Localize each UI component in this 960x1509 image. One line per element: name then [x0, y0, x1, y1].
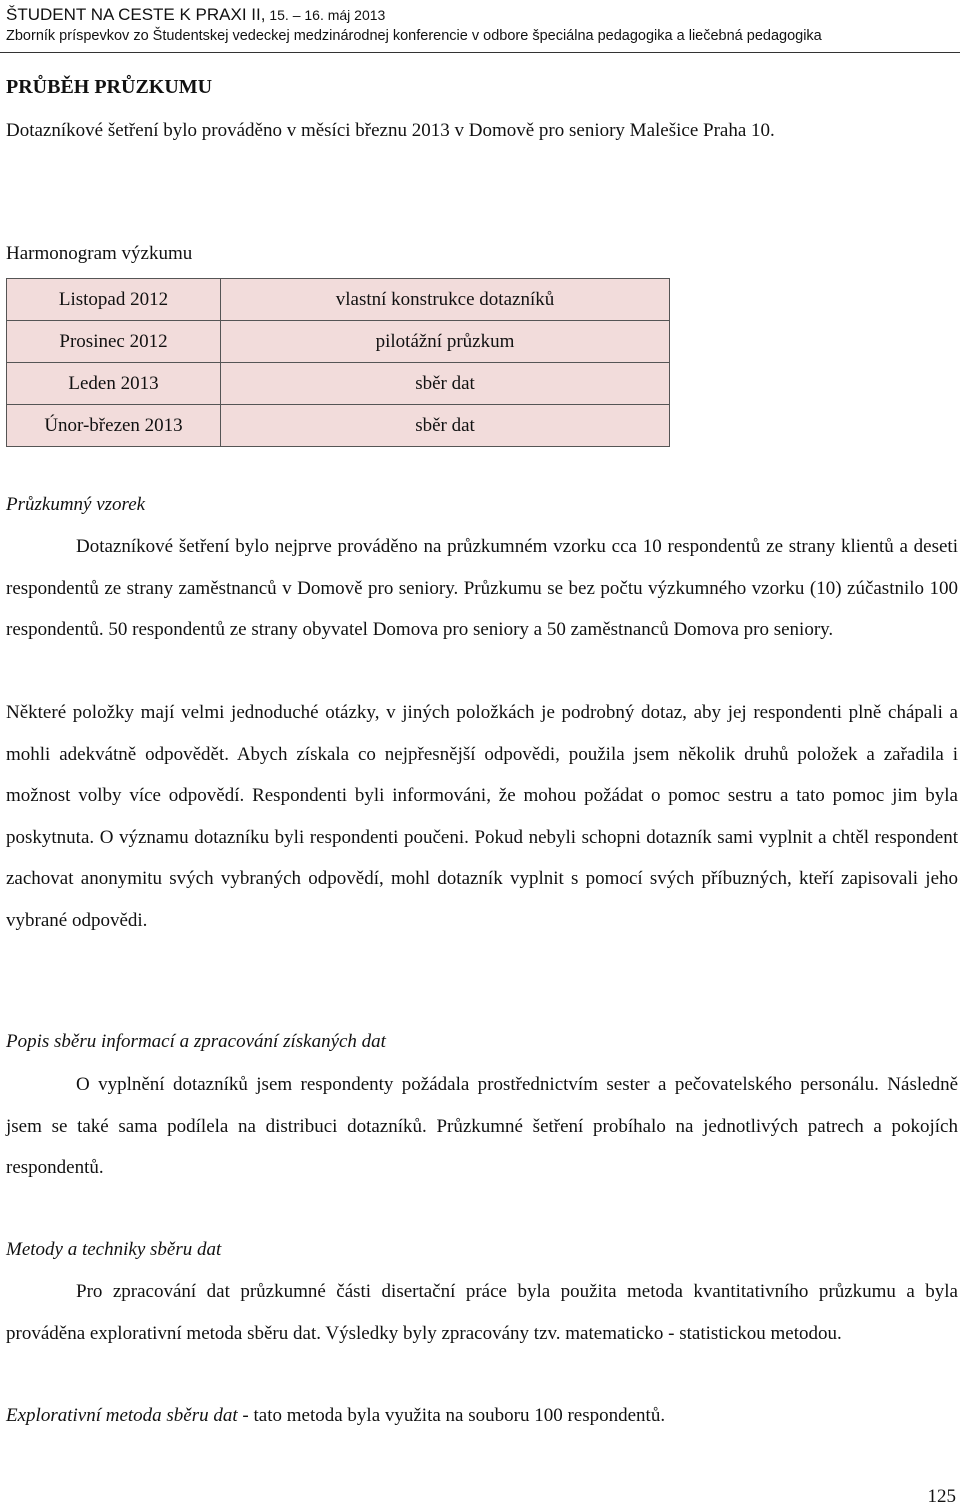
harmonogram-table [6, 278, 670, 447]
proceedings-subtitle: Zborník príspevkov zo Študentskej vedeckej medzinárodnej konferencie v odbore špeciálna pedagogika a liečebná pedagogika [6, 28, 822, 44]
activity-cell: sběr dat [221, 363, 670, 405]
subheading-popis: Popis sběru informací a zpracování získaných dat [6, 1031, 386, 1052]
running-header [6, 4, 954, 46]
table-row [7, 279, 670, 321]
section-text-prubeh: Dotazníkové šetření bylo prováděno v měsíci březnu 2013 v Domově pro seniory Malešice Praha 10. [6, 120, 775, 141]
paragraph-vzorek-1: Dotazníkové šetření bylo nejprve prováděno na průzkumném vzorku cca 10 respondentů ze strany klientů a deseti respondentů ze strany zaměstnanců v Domově pro seniory. Průzkumu se bez počtu výzkumného vzorku (10) zúčastnilo 100 respondentů. 50 respondentů ze strany obyvatel Domova pro seniory a 50 zaměstnanců Domova pro seniory. [6, 536, 958, 640]
activity-cell: sběr dat [221, 405, 670, 447]
period-cell: Leden 2013 [7, 363, 221, 405]
subheading-vzorek: Průzkumný vzorek [6, 494, 146, 515]
conference-date: 15. – 16. máj 2013 [265, 7, 386, 23]
conference-name: ŠTUDENT NA CESTE K PRAXI II, [6, 5, 266, 24]
explorativni-term: Explorativní metoda sběru dat [6, 1405, 238, 1426]
table-row [7, 321, 670, 363]
explorativni-definition: - tato metoda byla využita na souboru 100 respondentů. [237, 1405, 666, 1426]
conference-title [6, 4, 954, 26]
period-cell: Prosinec 2012 [7, 321, 221, 363]
paragraph-metody: Pro zpracování dat průzkumné části disertační práce byla použita metoda kvantitativního průzkumu a byla prováděna explorativní metoda sběru dat. Výsledky byly zpracovány tzv. matematicko - statistickou metodou. [6, 1281, 958, 1344]
header-divider [0, 52, 960, 53]
period-cell: Únor-březen 2013 [7, 405, 221, 447]
section-heading-prubeh: PRŮBĚH PRŮZKUMU [6, 76, 213, 98]
table-row [7, 405, 670, 447]
activity-cell: pilotážní průzkum [221, 321, 670, 363]
paragraph-popis: O vyplnění dotazníků jsem respondenty požádala prostřednictvím sester a pečovatelského personálu. Následně jsem se také sama podílela na distribuci dotazníků. Průzkumné šetření probíhalo na jednotlivých patrech a pokojích respondentů. [6, 1074, 958, 1178]
period-cell: Listopad 2012 [7, 279, 221, 321]
paragraph-explorativni [6, 1395, 958, 1437]
activity-cell: vlastní konstrukce dotazníků [221, 279, 670, 321]
page-number: 125 [927, 1486, 956, 1507]
table-row [7, 363, 670, 405]
subheading-metody: Metody a techniky sběru dat [6, 1239, 222, 1260]
paragraph-vzorek-2: Některé položky mají velmi jednoduché otázky, v jiných položkách je podrobný dotaz, aby jej respondenti plně chápali a mohli adekvátně odpovědět. Abych získala co nejpřesnější odpovědi, použila jsem několik druhů položek a zařadila i možnost volby více odpovědí. Respondenti byli informováni, že mohou požádat o pomoc sestru a tato pomoc jim byla poskytnuta. O významu dotazníku byli respondenti poučeni. Pokud nebyli schopni dotazník sami vyplnit a chtěl respondent zachovat anonymitu svých vybraných odpovědí, mohl dotazník vyplnit s pomocí svých příbuzných, kteří zapisovali jeho vybrané odpovědi. [6, 702, 958, 931]
harmonogram-caption: Harmonogram výzkumu [6, 243, 193, 264]
